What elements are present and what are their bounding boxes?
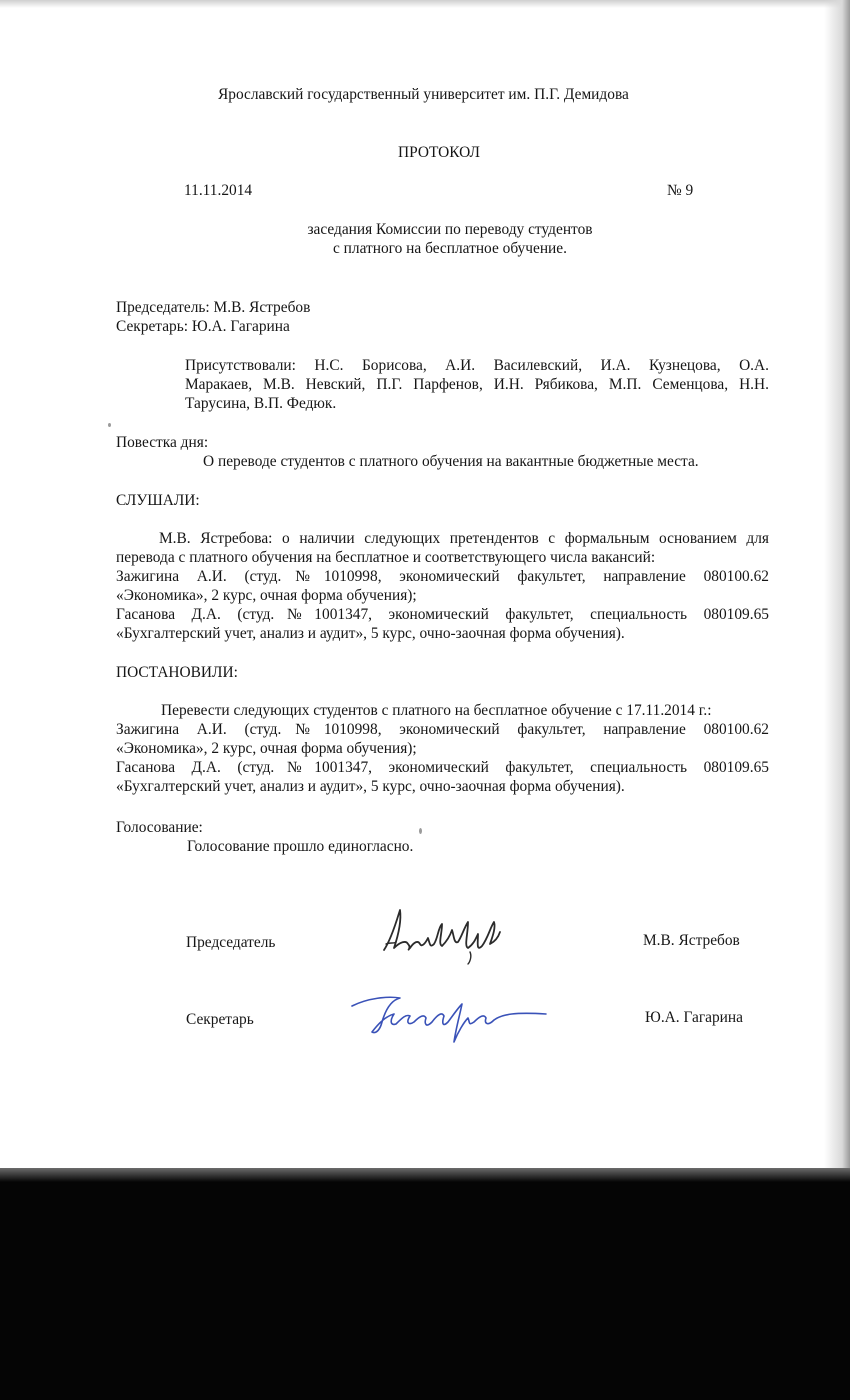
heard-line: «Бухгалтерский учет, анализ и аудит», 5 курс, очно-заочная форма обучения). <box>116 625 625 642</box>
secretary-line: Секретарь: Ю.А. Гагарина <box>116 318 290 335</box>
heard-heading: СЛУШАЛИ: <box>116 492 200 509</box>
heard-line: Гасанова Д.А. (студ.№1001347, экономический факультет, специальность 080109.65 <box>116 606 769 623</box>
attendees-line: Маракаев, М.В. Невский, П.Г. Парфенов, И.Н. Рябикова, М.П. Семенцова, Н.Н. <box>185 376 769 393</box>
scan-edge-right <box>824 0 850 1168</box>
secretary-signature <box>346 988 556 1048</box>
attendees-line: Присутствовали: Н.С. Борисова, А.И. Василевский, И.А. Кузнецова, О.А. <box>185 357 769 374</box>
chairman-line: Председатель: М.В. Ястребов <box>116 299 311 316</box>
decided-line: Зажигина А.И. (студ.№1010998, экономический факультет, направление 080100.62 <box>116 721 769 738</box>
decided-line: Перевести следующих студентов с платного на бесплатное обучение с 17.11.2014 г.: <box>161 702 712 719</box>
attendees-block <box>185 356 769 413</box>
heard-line: Зажигина А.И. (студ.№1010998, экономический факультет, направление 080100.62 <box>116 568 769 585</box>
voting-result: Голосование прошло единогласно. <box>187 838 414 855</box>
protocol-number: № 9 <box>667 182 694 199</box>
decided-line: Гасанова Д.А. (студ.№1001347, экономический факультет, специальность 080109.65 <box>116 759 769 776</box>
secretary-name: Ю.А. Гагарина <box>645 1009 743 1026</box>
decided-block <box>116 701 769 796</box>
chairman-signature <box>372 898 522 968</box>
agenda-heading: Повестка дня: <box>116 434 209 451</box>
heard-block <box>116 529 769 643</box>
paper-bottom-shadow <box>0 1168 850 1182</box>
heard-line: М.В. Ястребова: о наличии следующих претендентов с формальным основанием для <box>159 530 769 547</box>
heard-line: перевода с платного обучения на бесплатное и соответствующего числа вакансий: <box>116 549 656 566</box>
secretary-role: Секретарь <box>186 1011 254 1028</box>
chairman-name: М.В. Ястребов <box>643 932 740 949</box>
scan-speck <box>108 423 111 427</box>
heard-line: «Экономика», 2 курс, очная форма обучения); <box>116 587 417 604</box>
agenda-item: О переводе студентов с платного обучения на вакантные бюджетные места. <box>203 453 699 470</box>
subject-line: заседания Комиссии по переводу студентов <box>307 221 593 238</box>
voting-heading: Голосование: <box>116 819 203 836</box>
attendees-line: Тарусина, В.П. Федюк. <box>185 395 337 412</box>
decided-line: «Экономика», 2 курс, очная форма обучения); <box>116 740 417 757</box>
decided-line: «Бухгалтерский учет, анализ и аудит», 5 курс, очно-заочная форма обучения). <box>116 778 625 795</box>
chairman-role: Председатель <box>186 934 276 951</box>
subject-line: с платного на бесплатное обучение. <box>333 240 567 257</box>
decided-heading: ПОСТАНОВИЛИ: <box>116 664 238 681</box>
university-name: Ярославский государственный университет им. П.Г. Демидова <box>218 86 629 103</box>
scan-speck <box>419 828 422 834</box>
document-title: ПРОТОКОЛ <box>398 144 480 161</box>
scan-edge-top <box>0 0 850 8</box>
protocol-date: 11.11.2014 <box>184 182 253 199</box>
